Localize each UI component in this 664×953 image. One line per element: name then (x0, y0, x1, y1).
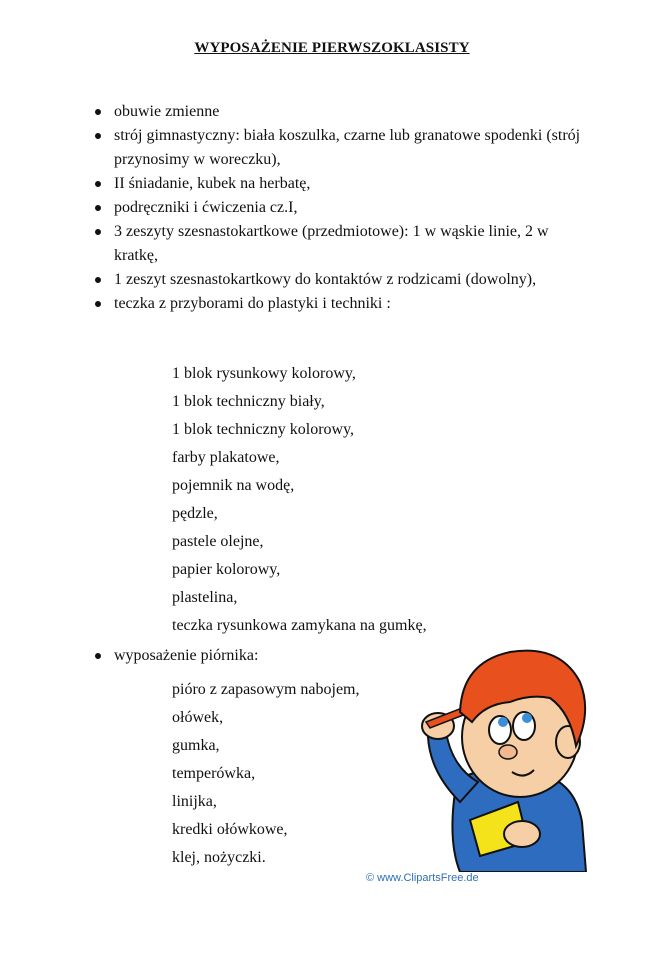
list-item: obuwie zmienne (92, 100, 592, 124)
list-item: temperówka, (172, 765, 256, 782)
list-item: II śniadanie, kubek na herbatę, (92, 172, 592, 196)
list-item: podręczniki i ćwiczenia cz.I, (92, 196, 592, 220)
list-item: 1 blok techniczny kolorowy, (172, 421, 355, 438)
list-item: papier kolorowy, (172, 561, 281, 578)
list-item: teczka z przyborami do plastyki i techniki : (92, 292, 592, 316)
list-item: klej, nożyczki. (172, 849, 266, 866)
list-item: 1 zeszyt szesnastokartkowy do kontaktów z rodzicami (dowolny), (92, 268, 592, 292)
thinking-boy-illustration (400, 642, 590, 872)
list-item: pióro z zapasowym nabojem, (172, 681, 360, 698)
list-item: pędzle, (172, 505, 218, 522)
list-item: pojemnik na wodę, (172, 477, 295, 494)
page-title: WYPOSAŻENIE PIERWSZOKLASISTY (194, 40, 470, 56)
list-item: strój gimnastyczny: biała koszulka, czarne lub granatowe spodenki (strój przynosimy w woreczku), (92, 124, 592, 172)
list-item: 3 zeszyty szesnastokartkowe (przedmiotowe): 1 w wąskie linie, 2 w kratkę, (92, 220, 592, 268)
list-item: 1 blok rysunkowy kolorowy, (172, 365, 356, 382)
main-list (92, 100, 592, 316)
list-item: ołówek, (172, 709, 224, 726)
list-item: plastelina, (172, 589, 238, 606)
pencil-case-items (172, 676, 360, 872)
list-item: kredki ołówkowe, (172, 821, 288, 838)
holding-hand (504, 821, 540, 847)
image-credit: © www.ClipartsFree.de (366, 872, 479, 884)
list-item: linijka, (172, 793, 217, 810)
list-item: farby plakatowe, (172, 449, 280, 466)
nose (499, 745, 517, 759)
list-item: 1 blok techniczny biały, (172, 393, 325, 410)
list-item: pastele olejne, (172, 533, 264, 550)
list-item: teczka rysunkowa zamykana na gumkę, (172, 617, 427, 634)
pencil-case-heading: wyposażenie piórnika: (92, 644, 592, 668)
list-item: gumka, (172, 737, 220, 754)
art-supplies-list (172, 360, 427, 640)
